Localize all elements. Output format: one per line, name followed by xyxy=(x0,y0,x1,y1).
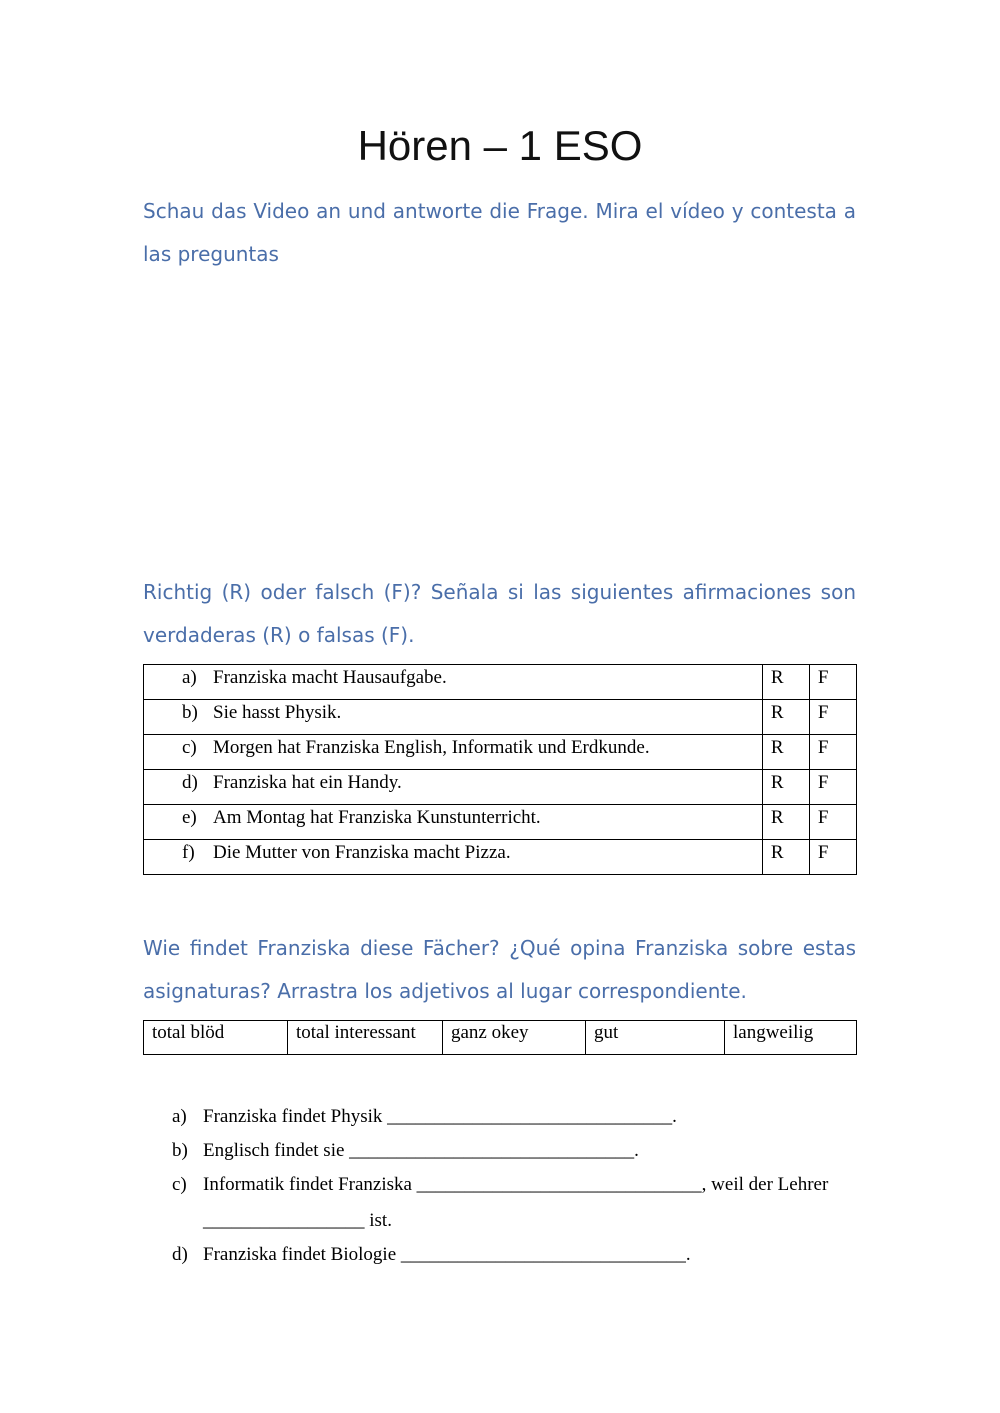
true-false-table xyxy=(143,664,857,875)
statement-cell xyxy=(144,665,763,700)
fill-in-text[interactable]: Informatik findet Franziska ______________________________, weil der Lehrer xyxy=(203,1174,829,1195)
adjective-chip[interactable]: total interessant xyxy=(288,1021,443,1055)
table-row xyxy=(144,665,857,700)
adjective-chip[interactable]: ganz okey xyxy=(443,1021,586,1055)
fill-in-text[interactable]: Franziska findet Biologie ______________________________. xyxy=(203,1244,691,1265)
option-r[interactable]: R xyxy=(762,840,809,875)
option-f[interactable]: F xyxy=(809,735,856,770)
option-r[interactable]: R xyxy=(762,665,809,700)
table-row xyxy=(144,805,857,840)
table-row xyxy=(144,700,857,735)
statement-letter: f) xyxy=(182,842,195,863)
statement-letter: b) xyxy=(182,702,198,723)
statement-cell xyxy=(144,770,763,805)
option-f[interactable]: F xyxy=(809,700,856,735)
video-instruction: Schau das Video an und antworte die Frage. Mira el vídeo y contesta a las preguntas xyxy=(143,199,856,266)
adjective-chip[interactable]: langweilig xyxy=(725,1021,857,1055)
true-false-instruction: Richtig (R) oder falsch (F)? Señala si las siguientes afirmaciones son verdaderas (R) o falsas (F). xyxy=(143,580,856,647)
statement-text: Am Montag hat Franziska Kunstunterricht. xyxy=(213,807,541,828)
option-f[interactable]: F xyxy=(809,770,856,805)
fill-in-text[interactable]: Franziska findet Physik ______________________________. xyxy=(203,1106,677,1127)
fill-in-letter: b) xyxy=(172,1140,188,1161)
statement-text: Franziska macht Hausaufgabe. xyxy=(213,667,447,688)
fill-in-letter: c) xyxy=(172,1174,187,1195)
statement-cell xyxy=(144,805,763,840)
fill-in-text[interactable]: Englisch findet sie ______________________________. xyxy=(203,1140,639,1161)
option-f[interactable]: F xyxy=(809,840,856,875)
statement-letter: a) xyxy=(182,667,197,688)
option-r[interactable]: R xyxy=(762,770,809,805)
table-row xyxy=(144,735,857,770)
table-row xyxy=(144,840,857,875)
table-row xyxy=(144,770,857,805)
table-row xyxy=(144,1021,857,1055)
statement-letter: d) xyxy=(182,772,198,793)
statement-text: Morgen hat Franziska English, Informatik und Erdkunde. xyxy=(213,737,650,758)
statement-cell xyxy=(144,700,763,735)
option-r[interactable]: R xyxy=(762,805,809,840)
option-r[interactable]: R xyxy=(762,735,809,770)
option-f[interactable]: F xyxy=(809,665,856,700)
adjective-chip[interactable]: gut xyxy=(586,1021,725,1055)
fill-in-letter: d) xyxy=(172,1244,188,1265)
statement-cell xyxy=(144,840,763,875)
adjective-chip[interactable]: total blöd xyxy=(144,1021,288,1055)
fill-in-letter: a) xyxy=(172,1106,187,1127)
statement-cell xyxy=(144,735,763,770)
statement-letter: c) xyxy=(182,737,197,758)
statement-text: Franziska hat ein Handy. xyxy=(213,772,402,793)
option-r[interactable]: R xyxy=(762,700,809,735)
adjectives-instruction: Wie findet Franziska diese Fächer? ¿Qué opina Franziska sobre estas asignaturas? Arrastra los adjetivos al lugar correspondiente. xyxy=(143,936,856,1003)
statement-text: Die Mutter von Franziska macht Pizza. xyxy=(213,842,511,863)
adjective-bank xyxy=(143,1020,857,1055)
statement-text: Sie hasst Physik. xyxy=(213,702,342,723)
statement-letter: e) xyxy=(182,807,197,828)
page-title: Hören – 1 ESO xyxy=(357,122,643,169)
option-f[interactable]: F xyxy=(809,805,856,840)
fill-in-continuation[interactable]: _________________ ist. xyxy=(203,1210,392,1231)
